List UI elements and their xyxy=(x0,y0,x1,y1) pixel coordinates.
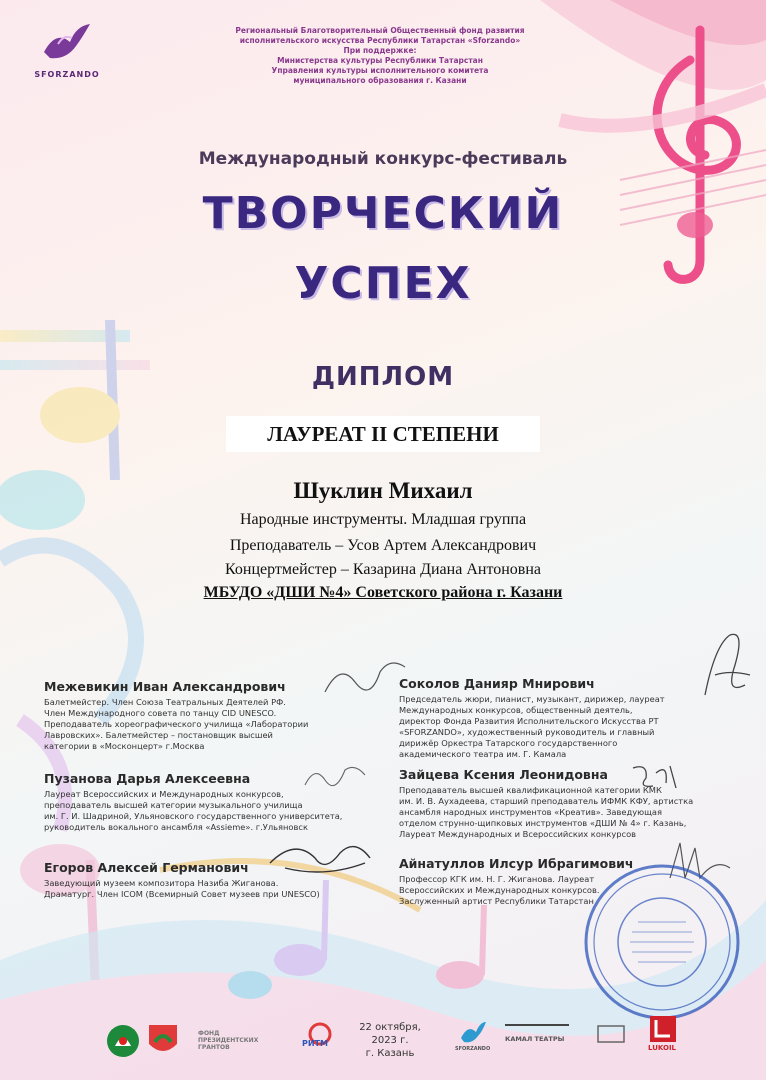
jury-desc-line: ансамбля народных инструментов «Креатив». Заведующая xyxy=(399,807,662,817)
partner-sforzando: SFORZANDO xyxy=(455,1046,491,1052)
signature-egorov xyxy=(265,833,375,883)
jury-desc-line: Заслуженный артист Республики Татарстан xyxy=(399,896,594,906)
jury-desc-line: Драматург. Член ICOM (Всемирный Совет музеев при UNESCO) xyxy=(44,889,320,899)
teacher-text: Преподаватель – Усов Артем Александрович xyxy=(229,537,537,554)
jury-desc-line: Заведующий музеем композитора Назиба Жиганова. xyxy=(44,878,279,888)
date-line: г. Казань xyxy=(365,1048,415,1059)
jury-desc-line: Лауреат Международных и Всероссийских конкурсов xyxy=(399,829,637,839)
organizer-block xyxy=(200,26,560,86)
competition-subtitle: Международный конкурс-фестиваль xyxy=(198,149,568,169)
org-line: муниципального образования г. Казани xyxy=(293,76,467,85)
signature-puzanova xyxy=(300,755,370,795)
signature-mezhevikin xyxy=(320,652,410,702)
org-line: Управления культуры исполнительного комитета xyxy=(271,66,489,75)
ritm-logo-icon xyxy=(300,1020,340,1054)
jury-desc-line: категории в «Москонцерт» г.Москва xyxy=(44,741,205,751)
jury-member xyxy=(399,676,739,760)
signature-sokolov xyxy=(695,625,755,705)
competition-title-line1: ТВОРЧЕСКИЙ xyxy=(202,188,564,239)
award-title: ЛАУРЕАТ II СТЕПЕНИ xyxy=(226,416,540,452)
org-line: Министерства культуры Республики Татарстан xyxy=(277,56,483,65)
jury-desc-line: преподаватель высшей категории музыкального училища xyxy=(44,800,303,810)
category-text: Народные инструменты. Младшая группа xyxy=(239,511,527,528)
accompanist-text: Концертмейстер – Казарина Диана Антоновна xyxy=(225,561,541,578)
date-line: 22 октября, xyxy=(359,1022,421,1033)
diploma-heading: ДИПЛОМ xyxy=(311,362,455,392)
jury-desc-line: руководитель вокального ансамбля «Assieme». г.Ульяновск xyxy=(44,822,308,832)
partner-lukoil: LUKOIL xyxy=(648,1044,677,1052)
jury-name: Пузанова Дарья Алексеевна xyxy=(44,771,251,786)
event-date xyxy=(340,1021,440,1060)
jury-desc-line: дирижёр Оркестра Татарского государственного xyxy=(399,738,618,748)
jury-desc-line: Профессор КГК им. Н. Г. Жиганова. Лауреат xyxy=(399,874,595,884)
jury-name: Соколов Данияр Мнирович xyxy=(399,676,595,691)
logo-text: SFORZANDO xyxy=(34,70,100,79)
jury-desc-line: «SFORZANDO», художественный руководитель и главный xyxy=(399,727,655,737)
jury-desc-line: отделом струнно-щипковых инструментов «ДШИ № 4» г. Казань, xyxy=(399,818,687,828)
competition-title-line2: УСПЕХ xyxy=(294,258,472,309)
jury-name: Айнатуллов Илсур Ибрагимович xyxy=(399,856,634,871)
sforzando-logo-icon xyxy=(36,22,96,66)
org-line: При поддержке: xyxy=(343,46,417,55)
sforzando-small-logo-icon xyxy=(458,1020,488,1044)
jury-desc-line: Международных конкурсов, общественный деятель, xyxy=(399,705,633,715)
jury-desc-line: Лауреат Всероссийских и Международных конкурсов, xyxy=(44,789,284,799)
jury-desc-line: им. И. В. Аухадеева, старший преподаватель ИФМК КФУ, артистка xyxy=(399,796,694,806)
participant-name: Шуклин Михаил xyxy=(293,478,473,503)
lukoil-logo-icon xyxy=(648,1014,678,1044)
org-line: Региональный Благотворительный Общественный фонд развития xyxy=(235,26,525,35)
kazan-emblem-icon xyxy=(146,1022,180,1058)
jury-desc-line: Лавровских». Балетмейстер – постановщик высшей xyxy=(44,730,273,740)
jury-desc-line: директор Фонда Развития Исполнительского Искусства РТ xyxy=(399,716,659,726)
jury-description xyxy=(44,697,384,752)
jury-desc-line: Председатель жюри, пианист, музыкант, дирижер, лауреат xyxy=(399,694,665,704)
jury-member xyxy=(399,767,744,840)
org-line: исполнительского искусства Республики Татарстан «Sforzando» xyxy=(239,36,521,45)
partner-emblem-icon xyxy=(596,1022,626,1046)
date-line: 2023 г. xyxy=(371,1035,409,1046)
partner-kamal: КАМАЛ ТЕАТРЫ xyxy=(505,1024,569,1046)
signature-zaytseva xyxy=(628,758,688,798)
jury-description xyxy=(399,694,739,760)
tatarstan-emblem-icon xyxy=(106,1024,140,1058)
jury-desc-line: Всероссийских и Международных конкурсов. xyxy=(399,885,600,895)
jury-desc-line: Преподаватель высшей квалификационной категории КМК xyxy=(399,785,662,795)
jury-desc-line: академического театра им. Г. Камала xyxy=(399,749,567,759)
partner-ritm: РИТМ xyxy=(302,1039,328,1048)
jury-description xyxy=(44,789,384,833)
jury-description xyxy=(399,785,744,840)
partner-fond: ФОНД ПРЕЗИДЕНТСКИХ ГРАНТОВ xyxy=(198,1030,259,1051)
jury-desc-line: Член Международного совета по танцу CID UNESCO. xyxy=(44,708,277,718)
school-text: МБУДО «ДШИ №4» Советского района г. Казани xyxy=(203,584,563,601)
jury-name: Зайцева Ксения Леонидовна xyxy=(399,767,608,782)
jury-desc-line: им. Г. И. Шадриной, Ульяновского государственного университета, xyxy=(44,811,343,821)
jury-name: Егоров Алексей Германович xyxy=(44,860,249,875)
jury-desc-line: Преподаватель хореографического училища «Лаборатории xyxy=(44,719,309,729)
jury-name: Межевикин Иван Александрович xyxy=(44,679,286,694)
jury-desc-line: Балетмейстер. Член Союза Театральных Деятелей РФ. xyxy=(44,697,286,707)
official-stamp-icon xyxy=(582,862,742,1022)
